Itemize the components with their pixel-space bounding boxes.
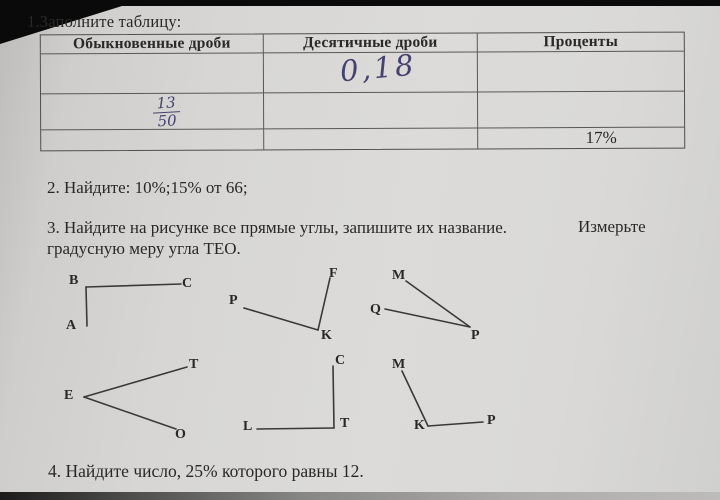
point-label-P: P: [229, 293, 238, 308]
point-label-M: M: [392, 268, 406, 283]
fraction-denominator: 50: [157, 111, 178, 131]
header-percents: Проценты: [478, 33, 684, 53]
angle-figure-PKF: [229, 266, 338, 343]
point-label-F: F: [329, 266, 338, 281]
point-label-T: T: [340, 416, 350, 431]
angle-ray: [318, 278, 330, 330]
point-label-P: P: [487, 413, 496, 428]
task1-title: 1.Заполните таблицу:: [27, 12, 182, 31]
angle-figure-ABC: [66, 273, 192, 333]
angle-ray: [257, 428, 334, 429]
task3-measure-note: Измерьте: [578, 217, 646, 236]
fraction-numerator: 13: [152, 95, 180, 114]
point-label-L: L: [243, 419, 253, 434]
point-label-E: E: [64, 388, 74, 403]
header-common-fractions: Обыкновенные дроби: [41, 34, 264, 54]
cell-r3-percent: 17%: [585, 127, 617, 148]
angle-figure-MKP: [392, 357, 496, 433]
point-label-M: M: [392, 357, 406, 372]
point-label-B: B: [69, 273, 79, 288]
angle-figure-MPQ: [370, 268, 480, 343]
angle-figure-TEO: [64, 357, 199, 442]
angle-ray: [84, 397, 176, 429]
task4-text: 4. Найдите число, 25% которого равны 12.: [48, 461, 364, 481]
angle-ray: [84, 367, 187, 397]
point-label-K: K: [414, 418, 425, 433]
point-label-A: A: [66, 318, 77, 333]
angle-ray: [86, 287, 87, 326]
point-label-P: P: [471, 328, 480, 343]
point-label-K: K: [321, 328, 332, 343]
task3-line2: градусную меру угла ТЕО.: [47, 239, 241, 258]
point-label-C: C: [335, 353, 346, 368]
angle-ray: [333, 366, 334, 428]
point-label-O: O: [175, 427, 186, 442]
angle-figure-LTC: [243, 353, 350, 434]
point-label-Q: Q: [370, 302, 381, 317]
point-label-T: T: [189, 357, 199, 372]
task3-line1: 3. Найдите на рисунке все прямые углы, запишите их название.: [47, 218, 508, 237]
angle-ray: [244, 308, 318, 330]
angle-ray: [428, 422, 483, 426]
point-label-C: C: [182, 276, 193, 291]
header-decimal-fractions: Десятичные дроби: [264, 33, 478, 53]
task2-text: 2. Найдите: 10%;15% от 66;: [47, 178, 248, 197]
angle-ray: [86, 284, 181, 287]
handwritten-decimal: 0,18: [338, 47, 418, 89]
